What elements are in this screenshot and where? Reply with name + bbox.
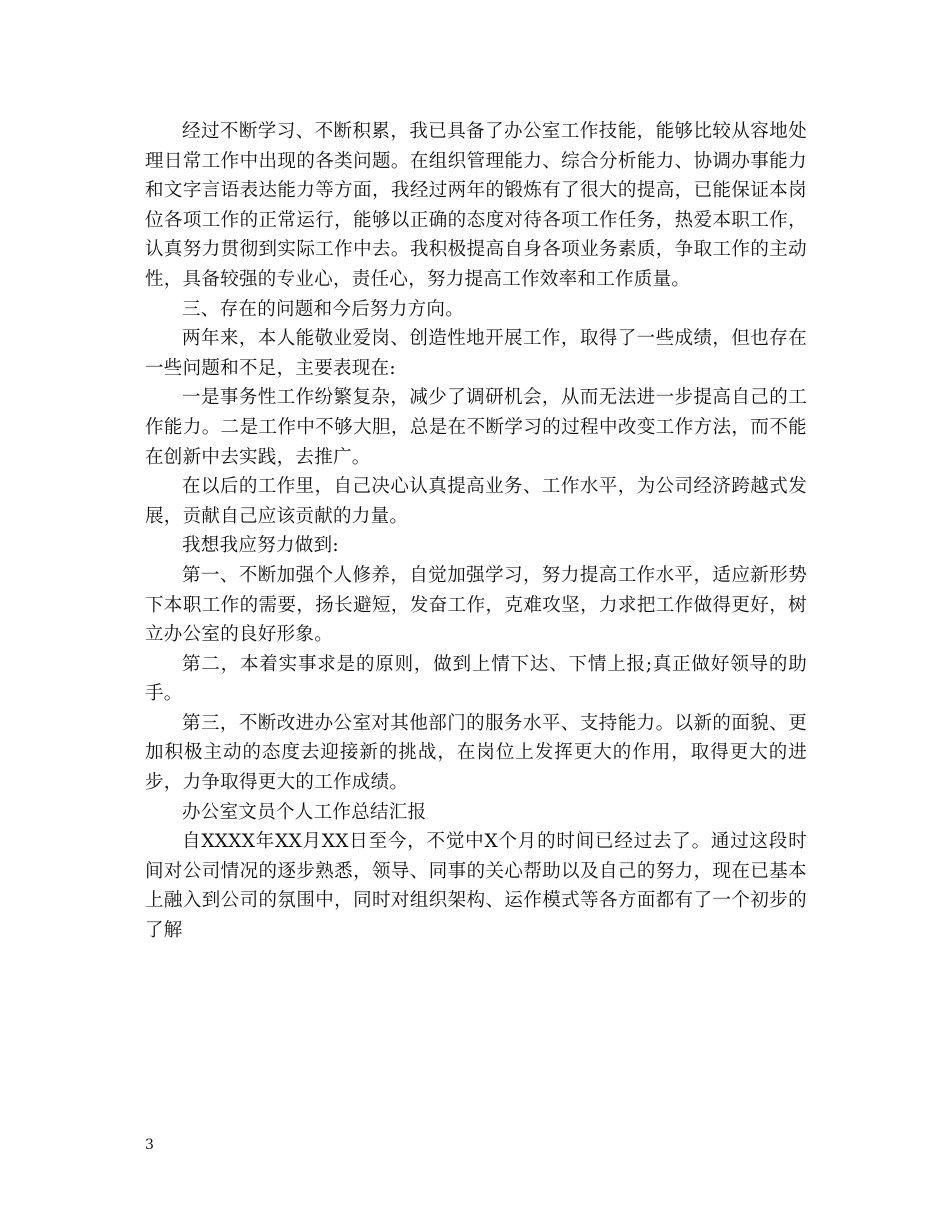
paragraph: 经过不断学习、不断积累，我已具备了办公室工作技能，能够比较从容地处理日常工作中出现的各类问题。在组织管理能力、综合分析能力、协调办事能力和文字言语表达能力等方面，我经过两年的锻炼有了很大的提高，已能保证本岗位各项工作的正常运行，能够以正确的态度对待各项工作任务，热爱本职工作，认真努力贯彻到实际工作中去。我积极提高自身各项业务素质，争取工作的主动性，具备较强的专业心，责任心，努力提高工作效率和工作质量。 — [145, 121, 807, 290]
paragraph: 两年来，本人能敬业爱岗、创造性地开展工作，取得了一些成绩，但也存在一些问题和不足，主要表现在: — [145, 328, 807, 379]
page-number: 3 — [145, 1137, 154, 1153]
document-body — [145, 117, 807, 946]
paragraph: 自XXXX年XX月XX日至今，不觉中X个月的时间已经过去了。通过这段时间对公司情况的逐步熟悉，领导、同事的关心帮助以及自己的努力，现在已基本上融入到公司的氛围中，同时对组织架构、运作模式等各方面都有了一个初步的了解 — [145, 831, 807, 942]
document-subtitle: 办公室文员个人工作总结汇报 — [182, 801, 427, 823]
section-heading: 三、存在的问题和今后努力方向。 — [182, 298, 465, 320]
paragraph: 第三，不断改进办公室对其他部门的服务水平、支持能力。以新的面貌、更加积极主动的态度去迎接新的挑战，在岗位上发挥更大的作用，取得更大的进步，力争取得更大的工作成绩。 — [145, 712, 807, 794]
paragraph: 第二，本着实事求是的原则，做到上情下达、下情上报;真正做好领导的助手。 — [145, 653, 807, 705]
paragraph: 我想我应努力做到: — [182, 535, 339, 557]
paragraph: 在以后的工作里，自己决心认真提高业务、工作水平，为公司经济跨越式发展，贡献自己应该贡献的力量。 — [145, 476, 807, 527]
paragraph: 一是事务性工作纷繁复杂，减少了调研机会，从而无法进一步提高自己的工作能力。二是工作中不够大胆，总是在不断学习的过程中改变工作方法，而不能在创新中去实践，去推广。 — [145, 387, 807, 468]
paragraph: 第一、不断加强个人修养，自觉加强学习，努力提高工作水平，适应新形势下本职工作的需要，扬长避短，发奋工作，克难攻坚，力求把工作做得更好，树立办公室的良好形象。 — [145, 564, 807, 646]
